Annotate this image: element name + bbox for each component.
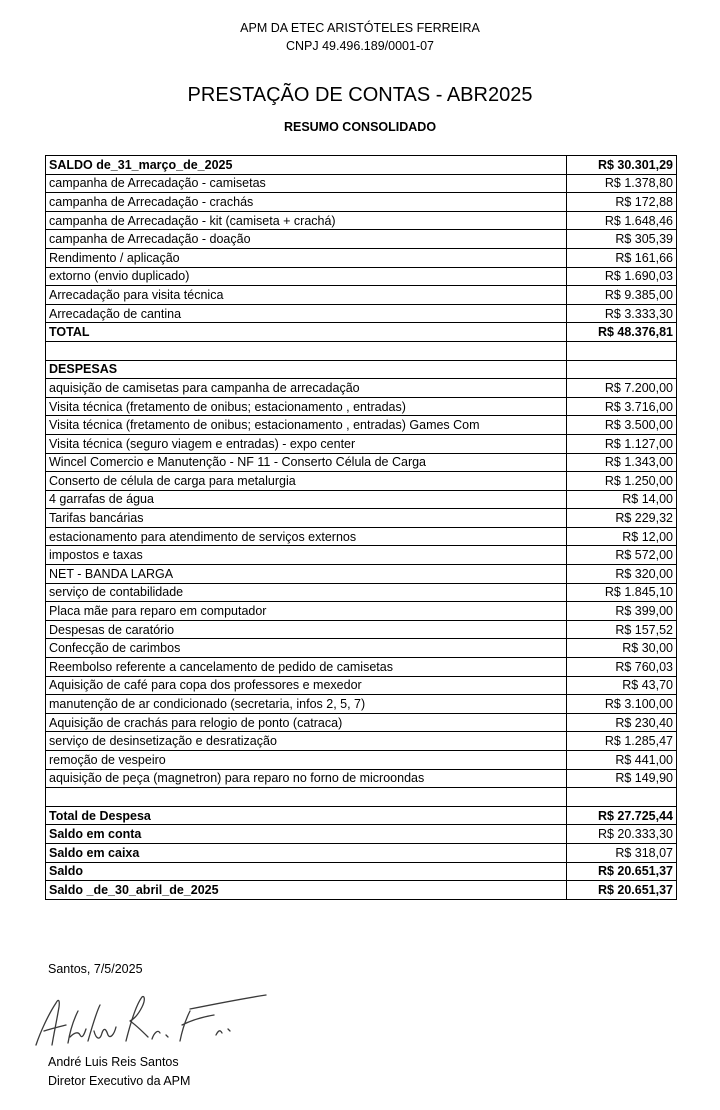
row-description: Arrecadação para visita técnica bbox=[46, 286, 567, 305]
row-description: Arrecadação de cantina bbox=[46, 304, 567, 323]
accounts-table-body bbox=[46, 156, 677, 900]
spacer-row bbox=[46, 341, 677, 360]
row-description: TOTAL bbox=[46, 323, 567, 342]
row-description: Conserto de célula de carga para metalurgia bbox=[46, 472, 567, 491]
row-description: serviço de desinsetização e desratização bbox=[46, 732, 567, 751]
expense-row bbox=[46, 639, 677, 658]
expenses-header-row bbox=[46, 360, 677, 379]
row-amount: R$ 157,52 bbox=[567, 620, 677, 639]
income-row bbox=[46, 267, 677, 286]
row-amount: R$ 1.845,10 bbox=[567, 583, 677, 602]
expense-row bbox=[46, 416, 677, 435]
row-amount: R$ 318,07 bbox=[567, 843, 677, 862]
expense-row bbox=[46, 676, 677, 695]
income-row bbox=[46, 304, 677, 323]
row-amount: R$ 230,40 bbox=[567, 713, 677, 732]
expense-row bbox=[46, 509, 677, 528]
row-amount: R$ 1.690,03 bbox=[567, 267, 677, 286]
row-description: SALDO de_31_março_de_2025 bbox=[46, 156, 567, 175]
row-description: aquisição de camisetas para campanha de arrecadação bbox=[46, 379, 567, 398]
row-amount: R$ 48.376,81 bbox=[567, 323, 677, 342]
row-amount: R$ 1.378,80 bbox=[567, 174, 677, 193]
handwritten-signature bbox=[30, 985, 270, 1057]
income-row bbox=[46, 193, 677, 212]
row-description: Tarifas bancárias bbox=[46, 509, 567, 528]
row-amount: R$ 14,00 bbox=[567, 490, 677, 509]
row-description: Saldo _de_30_abril_de_2025 bbox=[46, 881, 567, 900]
expense-row bbox=[46, 620, 677, 639]
summary-row bbox=[46, 843, 677, 862]
row-description: Saldo em caixa bbox=[46, 843, 567, 862]
row-amount: R$ 3.500,00 bbox=[567, 416, 677, 435]
empty-cell bbox=[46, 788, 567, 807]
row-amount: R$ 399,00 bbox=[567, 602, 677, 621]
row-description: impostos e taxas bbox=[46, 546, 567, 565]
row-description: Aquisição de crachás para relogio de ponto (catraca) bbox=[46, 713, 567, 732]
row-amount: R$ 3.716,00 bbox=[567, 397, 677, 416]
expenses-header: DESPESAS bbox=[46, 360, 567, 379]
empty-cell bbox=[567, 788, 677, 807]
empty-cell bbox=[567, 360, 677, 379]
summary-row bbox=[46, 825, 677, 844]
row-description: Saldo bbox=[46, 862, 567, 881]
row-description: Despesas de caratório bbox=[46, 620, 567, 639]
row-amount: R$ 1.127,00 bbox=[567, 434, 677, 453]
row-description: Total de Despesa bbox=[46, 806, 567, 825]
row-amount: R$ 441,00 bbox=[567, 751, 677, 770]
row-amount: R$ 43,70 bbox=[567, 676, 677, 695]
income-row bbox=[46, 156, 677, 175]
row-amount: R$ 12,00 bbox=[567, 527, 677, 546]
row-amount: R$ 3.100,00 bbox=[567, 695, 677, 714]
row-description: NET - BANDA LARGA bbox=[46, 565, 567, 584]
summary-row bbox=[46, 806, 677, 825]
row-amount: R$ 320,00 bbox=[567, 565, 677, 584]
row-description: Visita técnica (seguro viagem e entradas) - expo center bbox=[46, 434, 567, 453]
row-description: campanha de Arrecadação - crachás bbox=[46, 193, 567, 212]
document-subtitle: RESUMO CONSOLIDADO bbox=[283, 120, 437, 134]
summary-row bbox=[46, 881, 677, 900]
organization-name: APM DA ETEC ARISTÓTELES FERREIRA bbox=[240, 21, 480, 35]
row-description: Placa mãe para reparo em computador bbox=[46, 602, 567, 621]
row-description: 4 garrafas de água bbox=[46, 490, 567, 509]
row-amount: R$ 1.250,00 bbox=[567, 472, 677, 491]
row-amount: R$ 30.301,29 bbox=[567, 156, 677, 175]
row-description: Reembolso referente a cancelamento de pedido de camisetas bbox=[46, 658, 567, 677]
row-description: Visita técnica (fretamento de onibus; estacionamento , entradas) Games Com bbox=[46, 416, 567, 435]
expense-row bbox=[46, 490, 677, 509]
organization-cnpj: CNPJ 49.496.189/0001-07 bbox=[285, 39, 435, 53]
row-amount: R$ 3.333,30 bbox=[567, 304, 677, 323]
row-amount: R$ 1.648,46 bbox=[567, 211, 677, 230]
row-description: aquisição de peça (magnetron) para reparo no forno de microondas bbox=[46, 769, 567, 788]
row-description: remoção de vespeiro bbox=[46, 751, 567, 770]
income-row bbox=[46, 211, 677, 230]
empty-cell bbox=[567, 341, 677, 360]
row-amount: R$ 172,88 bbox=[567, 193, 677, 212]
expense-row bbox=[46, 453, 677, 472]
row-description: extorno (envio duplicado) bbox=[46, 267, 567, 286]
row-description: campanha de Arrecadação - camisetas bbox=[46, 174, 567, 193]
expense-row bbox=[46, 472, 677, 491]
row-amount: R$ 305,39 bbox=[567, 230, 677, 249]
expense-row bbox=[46, 546, 677, 565]
row-description: serviço de contabilidade bbox=[46, 583, 567, 602]
row-description: Saldo em conta bbox=[46, 825, 567, 844]
income-row bbox=[46, 323, 677, 342]
expense-row bbox=[46, 583, 677, 602]
spacer-row bbox=[46, 788, 677, 807]
expense-row bbox=[46, 379, 677, 398]
row-amount: R$ 1.285,47 bbox=[567, 732, 677, 751]
row-description: Confecção de carimbos bbox=[46, 639, 567, 658]
row-description: Wincel Comercio e Manutenção - NF 11 - Conserto Célula de Carga bbox=[46, 453, 567, 472]
row-description: campanha de Arrecadação - kit (camiseta + crachá) bbox=[46, 211, 567, 230]
place-date: Santos, 7/5/2025 bbox=[48, 962, 143, 976]
row-description: Aquisição de café para copa dos professores e mexedor bbox=[46, 676, 567, 695]
expense-row bbox=[46, 397, 677, 416]
row-description: estacionamento para atendimento de serviços externos bbox=[46, 527, 567, 546]
income-row bbox=[46, 286, 677, 305]
expense-row bbox=[46, 565, 677, 584]
row-description: manutenção de ar condicionado (secretaria, infos 2, 5, 7) bbox=[46, 695, 567, 714]
row-amount: R$ 229,32 bbox=[567, 509, 677, 528]
expense-row bbox=[46, 751, 677, 770]
signer-role: Diretor Executivo da APM bbox=[48, 1074, 191, 1088]
accounts-table bbox=[45, 155, 677, 900]
expense-row bbox=[46, 434, 677, 453]
empty-cell bbox=[46, 341, 567, 360]
row-amount: R$ 30,00 bbox=[567, 639, 677, 658]
row-description: campanha de Arrecadação - doação bbox=[46, 230, 567, 249]
row-description: Rendimento / aplicação bbox=[46, 248, 567, 267]
row-amount: R$ 760,03 bbox=[567, 658, 677, 677]
row-amount: R$ 1.343,00 bbox=[567, 453, 677, 472]
expense-row bbox=[46, 713, 677, 732]
row-amount: R$ 20.651,37 bbox=[567, 862, 677, 881]
expense-row bbox=[46, 658, 677, 677]
income-row bbox=[46, 174, 677, 193]
expense-row bbox=[46, 769, 677, 788]
expense-row bbox=[46, 527, 677, 546]
row-amount: R$ 9.385,00 bbox=[567, 286, 677, 305]
signer-name: André Luis Reis Santos bbox=[48, 1055, 179, 1069]
income-row bbox=[46, 248, 677, 267]
row-description: Visita técnica (fretamento de onibus; estacionamento , entradas) bbox=[46, 397, 567, 416]
summary-row bbox=[46, 862, 677, 881]
expense-row bbox=[46, 695, 677, 714]
expense-row bbox=[46, 602, 677, 621]
row-amount: R$ 27.725,44 bbox=[567, 806, 677, 825]
row-amount: R$ 7.200,00 bbox=[567, 379, 677, 398]
row-amount: R$ 149,90 bbox=[567, 769, 677, 788]
row-amount: R$ 572,00 bbox=[567, 546, 677, 565]
row-amount: R$ 161,66 bbox=[567, 248, 677, 267]
expense-row bbox=[46, 732, 677, 751]
row-amount: R$ 20.333,30 bbox=[567, 825, 677, 844]
row-amount: R$ 20.651,37 bbox=[567, 881, 677, 900]
income-row bbox=[46, 230, 677, 249]
document-title: PRESTAÇÃO DE CONTAS - ABR2025 bbox=[187, 84, 533, 106]
